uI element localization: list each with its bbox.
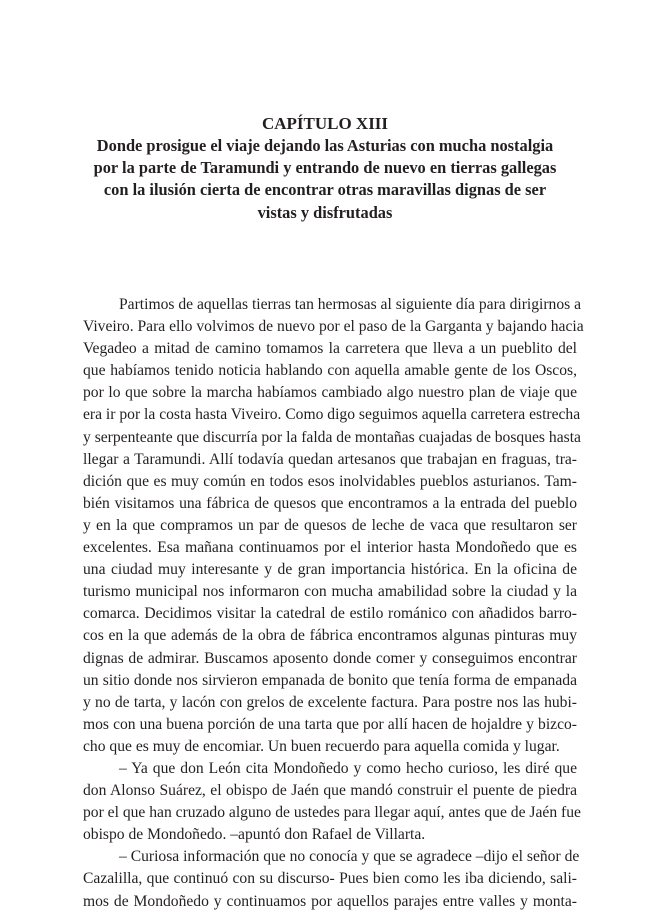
chapter-title-line: por la parte de Taramundi y entrando de nuevo en tierras gallegas [93,158,557,178]
text-line: – Ya que don León cita Mondoñedo y como hecho curioso, les diré que [119,759,577,777]
text-line: Viveiro. Para ello volvimos de nuevo por el paso de la Garganta y bajando hacia [83,318,584,336]
chapter-title-line: con la ilusión cierta de encontrar otras maravillas dignas de ser [103,180,547,200]
text-line: un sitio donde nos sirvieron empanada de bonito que tenía forma de empanada [83,671,577,689]
text-line: turismo municipal nos informaron con mucha amabilidad sobre la ciudad y la [83,583,577,601]
text-line: mos con una buena porción de una tarta que por allí hacen de hojaldre y bizco- [83,715,577,733]
text-line: – Curiosa información que no conocía y que se agradece –dijo el señor de [119,848,580,866]
text-line: comarca. Decidimos visitar la catedral de estilo románico con añadidos barro- [83,605,577,623]
text-line: Partimos de aquellas tierras tan hermosas al siguiente día para dirigirnos a [119,296,582,313]
text-line: mos de Mondoñedo y continuamos por aquellos parajes entre valles y monta- [83,892,577,910]
text-line: Vegadeo a mitad de camino tomamos la carretera que lleva a un pueblito del [83,340,577,358]
text-line: llegar a Taramundi. Allí todavía quedan artesanos que trabajan en fraguas, tra- [83,450,577,468]
text-line: y no de tarta, y lacón con grelos de excelente factura. Para postre nos las hubi- [83,693,577,711]
text-line: bién visitamos una fábrica de quesos que encontramos a la entrada del pueblo [83,494,577,512]
body-text [83,294,584,913]
text-line: dición que es muy común en todos esos inolvidables pueblos asturianos. Tam- [83,472,577,490]
text-line: cos en la que además de la obra de fábrica encontramos algunas pinturas muy [83,627,577,645]
text-line: Cazalilla, que continuó con su discurso- Pues bien como les iba diciendo, sali- [83,870,577,888]
text-line: una ciudad muy interesante y de gran importancia histórica. En la oficina de [83,561,577,579]
text-line: don Alonso Suárez, el obispo de Jaén que mandó construir el puente de piedra [83,782,577,800]
text-line: cho que es muy de encomiar. Un buen recuerdo para aquella comida y lugar. [83,737,560,755]
chapter-title-line: vistas y disfrutadas [257,202,393,222]
text-line: por el que han cruzado alguno de ustedes para llegar aquí, antes que de Jaén fue [83,804,581,822]
chapter-title [70,135,580,224]
text-line: dignas de admirar. Buscamos aposento donde comer y conseguimos encontrar [83,649,577,667]
chapter-title-line: Donde prosigue el viaje dejando las Asturias con mucha nostalgia [96,136,554,155]
text-line: por lo que sobre la marcha habíamos cambiado algo nuestro plan de viaje que [83,384,577,402]
text-line: y en la que compramos un par de quesos de leche de vaca que resultaron ser [83,516,577,534]
text-line: obispo de Mondoñedo. –apuntó don Rafael de Villarta. [83,826,426,844]
chapter-number: CAPÍTULO XIII [261,114,389,133]
text-line: era ir por la costa hasta Viveiro. Como digo seguimos aquella carretera estrecha [83,406,581,424]
text-line: que habíamos tenido noticia hablando con aquella amable gente de los Oscos, [83,362,577,380]
text-line: excelentes. Esa mañana continuamos por el interior hasta Mondoñedo que es [83,539,577,557]
text-line: y serpenteante que discurría por la falda de montañas cuajadas de bosques hasta [83,428,581,446]
